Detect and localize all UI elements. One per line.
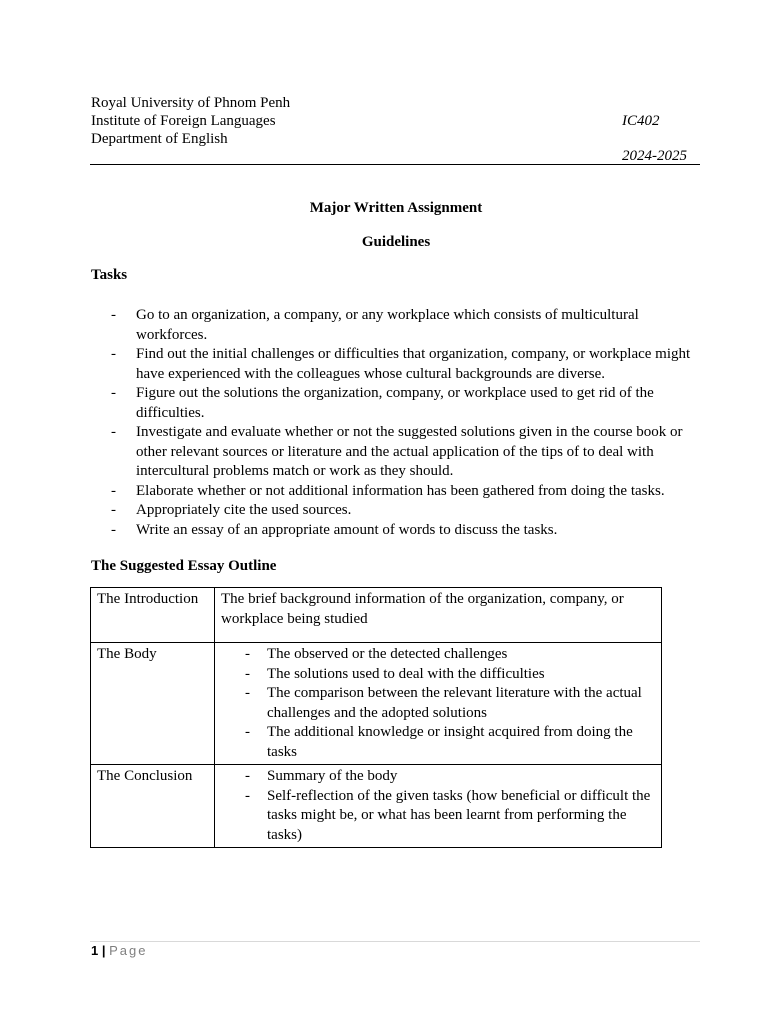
page-label: Page — [109, 943, 148, 958]
body-item-text: The observed or the detected challenges — [267, 646, 508, 662]
tasks-heading: Tasks — [91, 267, 128, 283]
bullet-dash: - — [245, 646, 250, 662]
list-item — [221, 665, 655, 685]
conclusion-label-cell: The Conclusion — [91, 765, 215, 848]
bullet-dash: - — [111, 502, 116, 518]
bullet-dash: - — [245, 768, 250, 784]
body-item-text: The additional knowledge or insight acquired from doing the tasks — [267, 724, 633, 760]
conclusion-item-text: Summary of the body — [267, 768, 398, 784]
header-divider — [90, 164, 700, 165]
bullet-dash: - — [111, 346, 116, 362]
conclusion-items-list — [221, 767, 655, 845]
list-item — [221, 767, 655, 787]
outline-heading: The Suggested Essay Outline — [91, 558, 277, 574]
bullet-dash: - — [111, 521, 116, 538]
intro-text-cell: The brief background information of the organization, company, or workplace being studied — [215, 588, 662, 643]
list-item — [221, 684, 655, 723]
academic-year: 2024-2025 — [622, 148, 687, 164]
body-label-cell: The Body — [91, 643, 215, 765]
task-text: Write an essay of an appropriate amount of words to discuss the tasks. — [136, 521, 558, 538]
intro-label-cell: The Introduction — [91, 588, 215, 643]
bullet-dash: - — [245, 665, 250, 682]
task-text: Elaborate whether or not additional information has been gathered from doing the tasks. — [136, 482, 665, 499]
list-item — [221, 645, 655, 665]
list-item — [221, 723, 655, 762]
institute-name: Institute of Foreign Languages — [91, 113, 276, 129]
list-item — [91, 501, 701, 521]
list-item — [91, 482, 701, 502]
list-item — [91, 306, 701, 345]
course-code: IC402 — [622, 113, 660, 129]
body-items-list — [221, 645, 655, 762]
table-row — [91, 588, 662, 643]
bullet-dash: - — [111, 424, 116, 440]
bullet-dash: - — [111, 385, 116, 401]
table-row — [91, 765, 662, 848]
conclusion-item-text: Self-reflection of the given tasks (how beneficial or difficult the tasks might be, or what has been learnt from performing the tasks) — [267, 787, 651, 843]
bullet-dash: - — [245, 685, 250, 701]
page-footer — [91, 943, 148, 958]
list-item — [91, 384, 701, 423]
footer-separator: | — [101, 943, 106, 958]
conclusion-items-cell — [215, 765, 662, 848]
task-text: Appropriately cite the used sources. — [136, 502, 352, 518]
body-item-text: The comparison between the relevant literature with the actual challenges and the adopted solutions — [267, 685, 642, 721]
tasks-list — [91, 306, 701, 540]
task-text: Figure out the solutions the organization, company, or workplace used to get rid of the difficulties. — [136, 385, 654, 421]
task-text: Investigate and evaluate whether or not the suggested solutions given in the course book or other relevant sources or literature and the actual application of the tips of to deal with intercultural problems match or work as they should. — [136, 424, 683, 479]
page-number: 1 — [91, 943, 99, 958]
bullet-dash: - — [111, 307, 116, 323]
table-row — [91, 643, 662, 765]
department-name: Department of English — [91, 131, 228, 147]
footer-divider — [90, 941, 700, 942]
list-item — [91, 423, 701, 482]
bullet-dash: - — [245, 724, 250, 740]
list-item — [91, 345, 701, 384]
essay-outline-table — [90, 587, 662, 848]
list-item — [221, 787, 655, 846]
list-item — [91, 521, 701, 541]
body-item-text: The solutions used to deal with the difficulties — [267, 665, 545, 682]
task-text: Find out the initial challenges or difficulties that organization, company, or workplace might have experienced with the colleagues whose cultural backgrounds are diverse. — [136, 346, 691, 382]
body-items-cell — [215, 643, 662, 765]
document-subtitle: Guidelines — [361, 234, 431, 250]
bullet-dash: - — [245, 787, 250, 804]
task-text: Go to an organization, a company, or any workplace which consists of multicultural workforces. — [136, 307, 639, 343]
bullet-dash: - — [111, 482, 116, 499]
university-name: Royal University of Phnom Penh — [91, 95, 291, 111]
document-title: Major Written Assignment — [309, 200, 483, 216]
